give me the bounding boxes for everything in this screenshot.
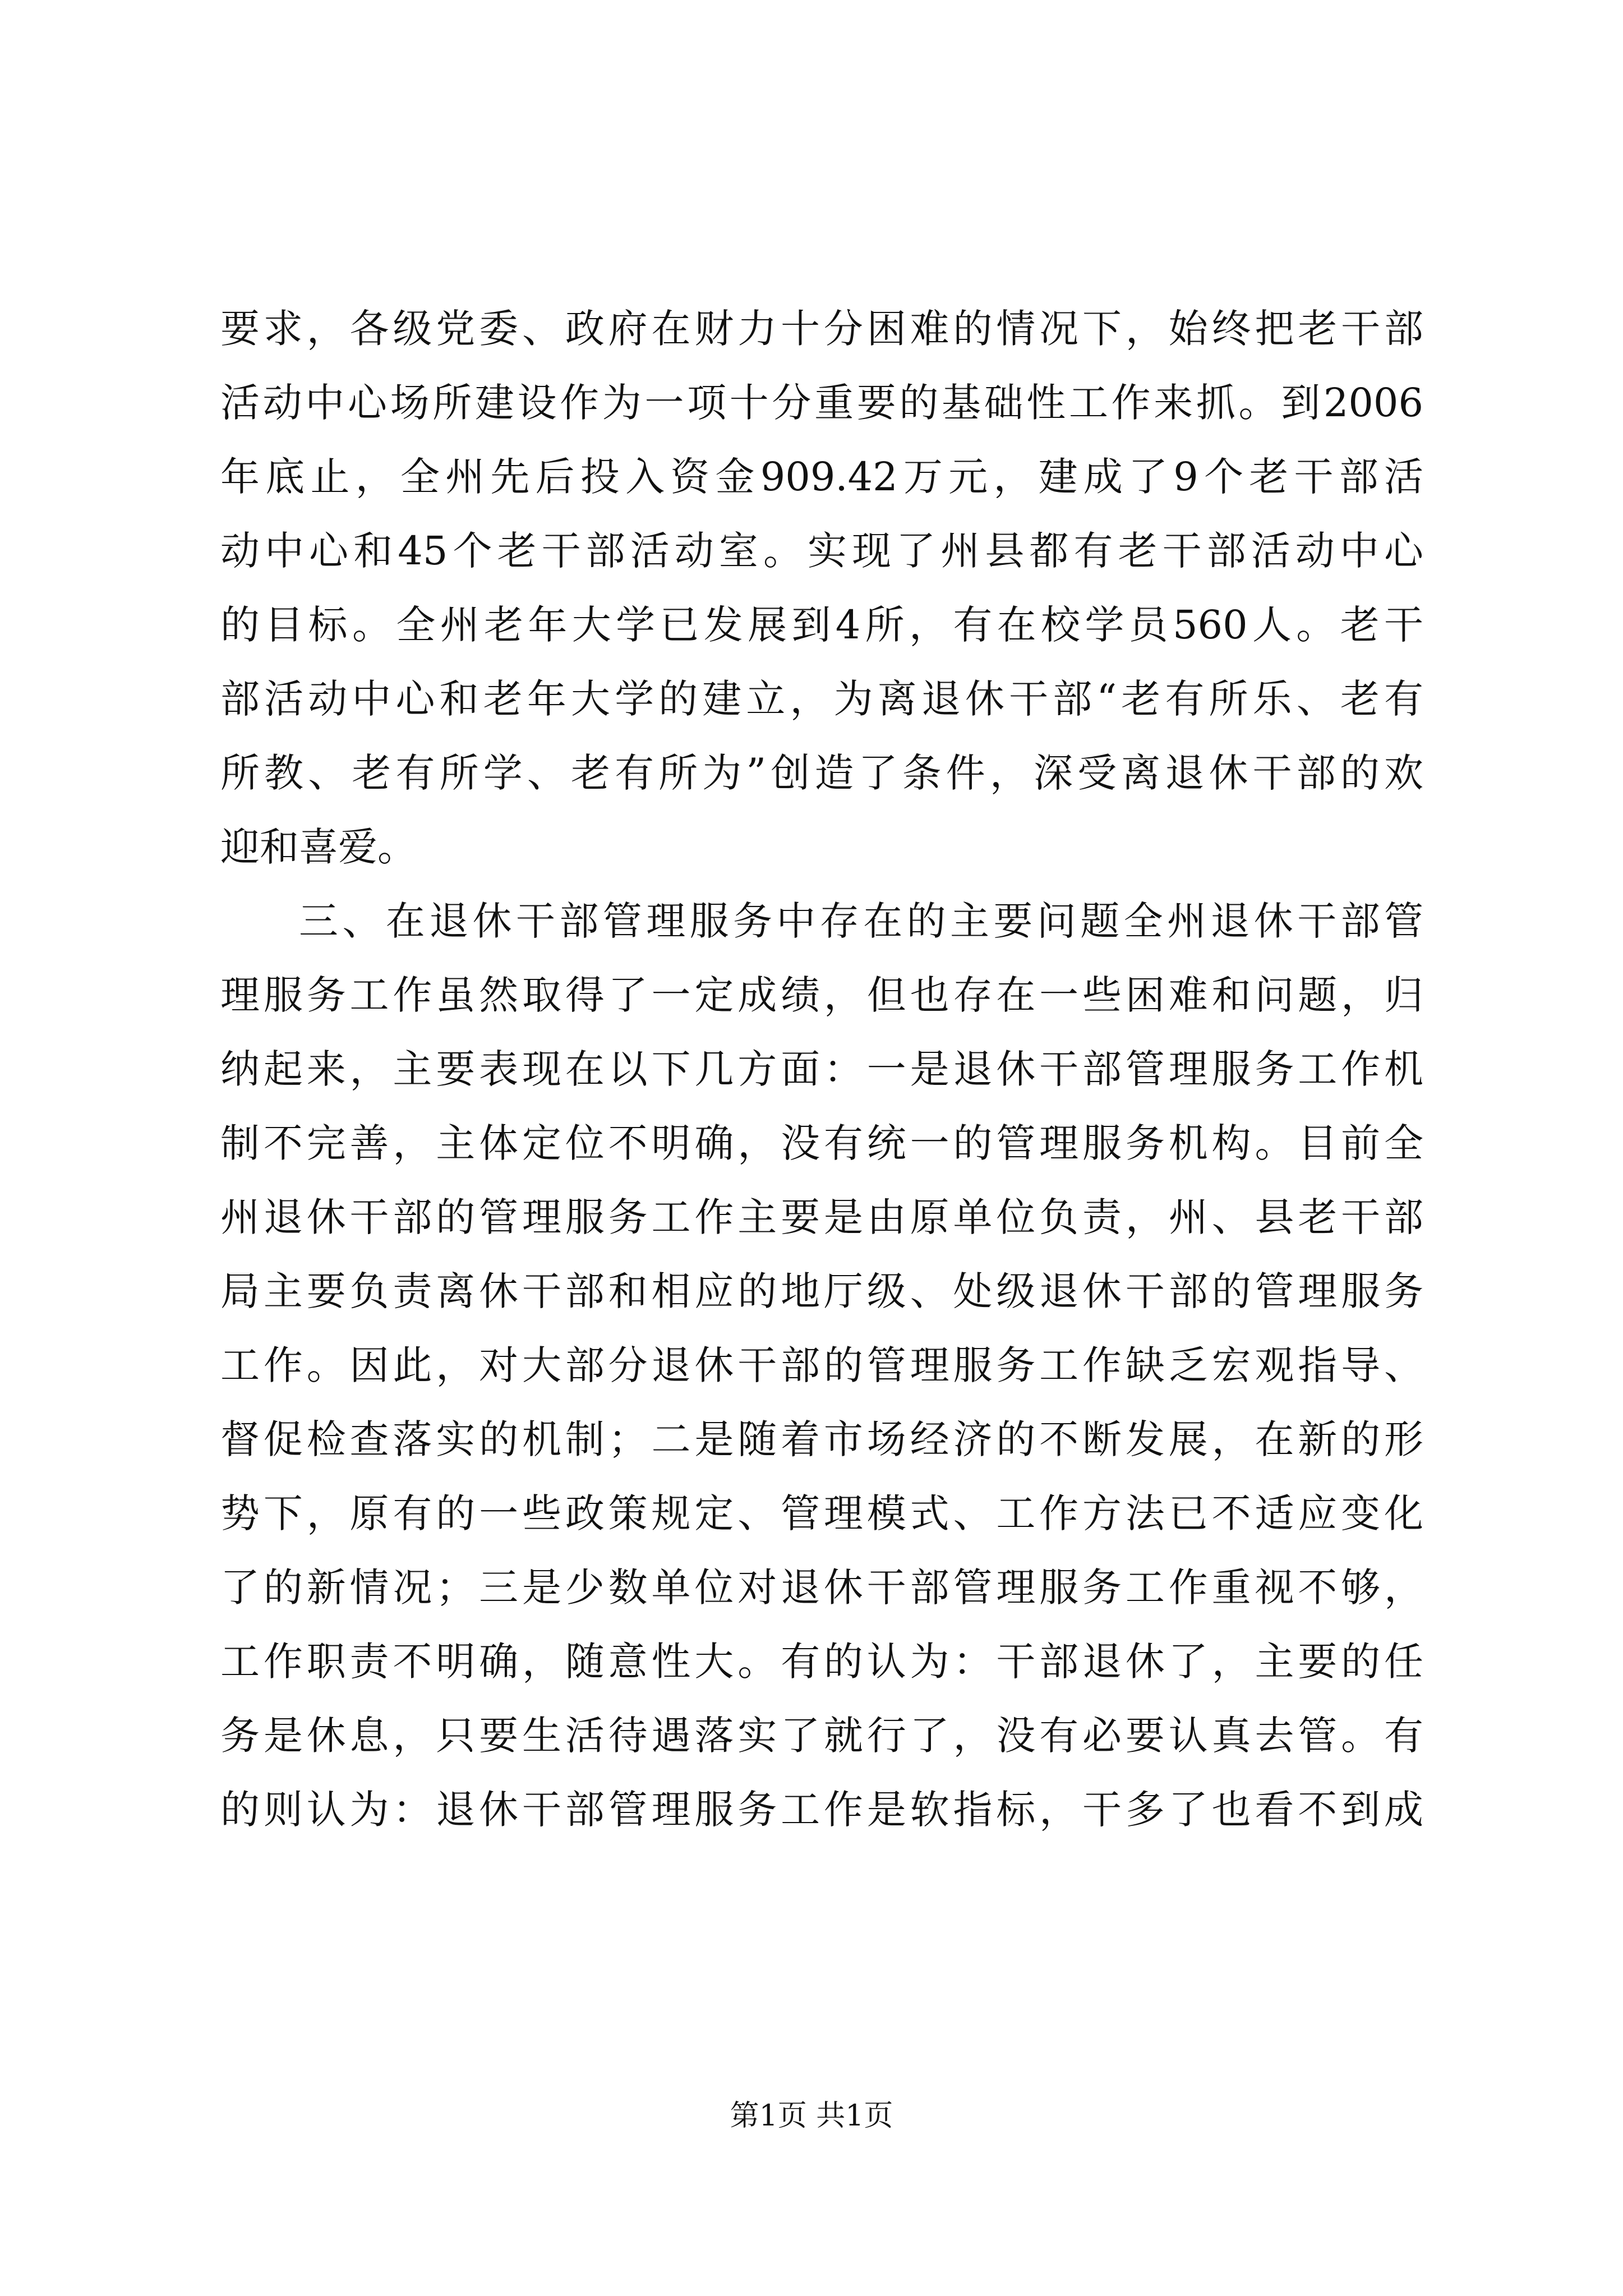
text-line: 理服务工作虽然取得了一定成绩，但也存在一些困难和问题，归 (220, 972, 1423, 1018)
text-line: 工作。因此，对大部分退休干部的管理服务工作缺乏宏观指导、 (220, 1342, 1423, 1388)
text-line: 督促检查落实的机制；二是随着市场经济的不断发展，在新的形 (220, 1416, 1423, 1462)
text-line: 的则认为：退休干部管理服务工作是软指标，干多了也看不到成 (220, 1787, 1423, 1833)
text-line: 制不完善，主体定位不明确，没有统一的管理服务机构。目前全 (220, 1120, 1423, 1166)
text-line: 部活动中心和老年大学的建立，为离退休干部“老有所乐、老有 (220, 676, 1423, 722)
text-line: 动中心和45个老干部活动室。实现了州县都有老干部活动中心 (220, 528, 1423, 574)
text-line: 的目标。全州老年大学已发展到4所，有在校学员560人。老干 (220, 602, 1423, 648)
text-line: 要求，各级党委、政府在财力十分困难的情况下，始终把老干部 (220, 306, 1423, 352)
text-line: 迎和喜爱。 (220, 824, 417, 870)
text-line: 所教、老有所学、老有所为”创造了条件，深受离退休干部的欢 (220, 750, 1423, 796)
text-line: 局主要负责离休干部和相应的地厅级、处级退休干部的管理服务 (220, 1268, 1423, 1314)
text-line: 工作职责不明确，随意性大。有的认为：干部退休了，主要的任 (220, 1639, 1423, 1685)
text-line: 务是休息，只要生活待遇落实了就行了，没有必要认真去管。有 (220, 1713, 1423, 1759)
section-heading-line: 三、在退休干部管理服务中存在的主要问题全州退休干部管 (299, 898, 1423, 944)
page-number-text: 第1页 共1页 (730, 2099, 893, 2133)
text-line: 年底止，全州先后投入资金909.42万元，建成了9个老干部活 (220, 454, 1423, 500)
page-footer (0, 2099, 1623, 2133)
text-line: 了的新情况；三是少数单位对退休干部管理服务工作重视不够， (220, 1565, 1423, 1611)
text-line: 活动中心场所建设作为一项十分重要的基础性工作来抓。到2006 (220, 380, 1423, 426)
document-body (220, 292, 1423, 1847)
text-line: 势下，原有的一些政策规定、管理模式、工作方法已不适应变化 (220, 1490, 1423, 1536)
text-line: 州退休干部的管理服务工作主要是由原单位负责，州、县老干部 (220, 1194, 1423, 1240)
text-line: 纳起来，主要表现在以下几方面：一是退休干部管理服务工作机 (220, 1046, 1423, 1092)
